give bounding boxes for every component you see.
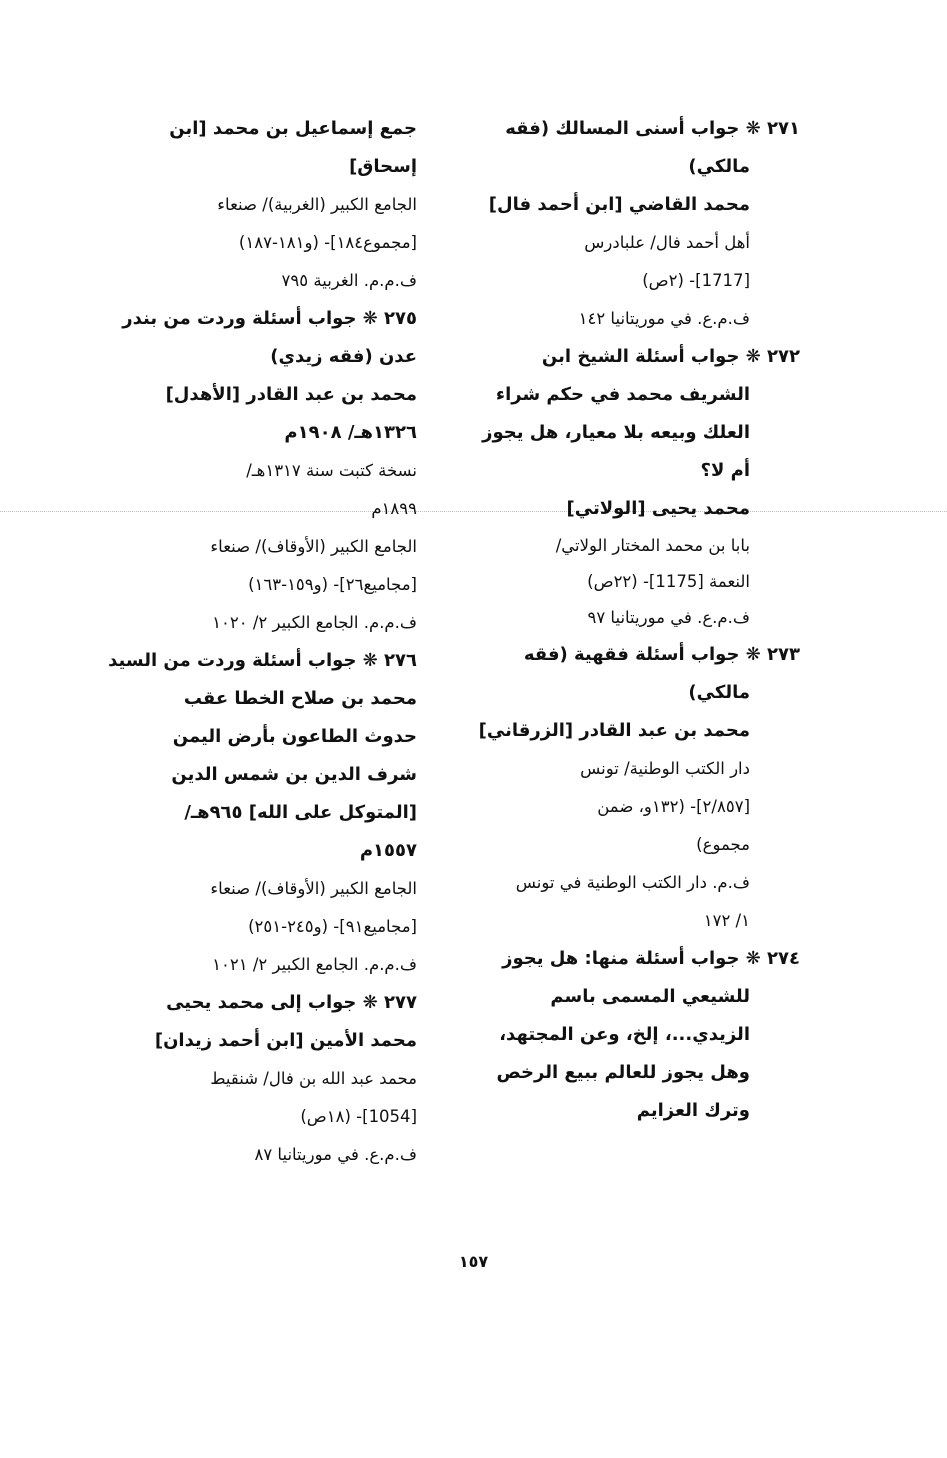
entry-line: [٢/٨٥٧]- (١٣٢و، ضمن	[597, 797, 750, 816]
entry-line: وترك العزايم	[636, 1100, 750, 1121]
entry-line: وهل يجوز للعالم ببيع الرخص	[496, 1062, 750, 1083]
entry-line: ٢٧٥ ❋ جواب أسئلة وردت من بندر	[122, 308, 417, 329]
entry-line: ٢٧٤ ❋ جواب أسئلة منها: هل يجوز	[502, 948, 800, 969]
entry-line: نسخة كتبت سنة ١٣١٧هـ/	[246, 461, 417, 480]
entry-line: ف.م. دار الكتب الوطنية في تونس	[515, 873, 750, 892]
entry-line: [مجموع١٨٤]- (و١٨١-١٨٧)	[238, 233, 417, 252]
entry-line: ١/ ١٧٢	[703, 911, 750, 930]
entry-line: محمد القاضي [ابن أحمد فال]	[488, 194, 750, 215]
entry-line: عدن (فقه زيدي)	[270, 346, 417, 367]
entry-line: محمد الأمين [ابن أحمد زيدان]	[154, 1030, 417, 1051]
entry-line: مالكي)	[688, 156, 750, 177]
entry-line: ف.م.ع. في موريتانيا ٨٧	[254, 1145, 417, 1164]
entry-line: محمد يحيى [الولاتي]	[566, 498, 750, 519]
entry-line: الجامع الكبير (الأوقاف)/ صنعاء	[210, 879, 417, 898]
entry-line: [1717]- (٢ص)	[642, 271, 750, 290]
entry-line: جمع إسماعيل بن محمد [ابن	[169, 118, 417, 139]
entry-line: [مجاميع٢٦]- (و١٥٩-١٦٣)	[248, 575, 417, 594]
entry-line: ف.م.م. الجامع الكبير ٢/ ١٠٢٠	[212, 613, 417, 632]
entry-line: ٢٧٢ ❋ جواب أسئلة الشيخ ابن	[541, 346, 800, 367]
entry-line: النعمة [1175]- (٢٢ص)	[587, 572, 750, 591]
entry-line: الشريف محمد في حكم شراء	[495, 384, 750, 405]
entry-line: ف.م.ع. في موريتانيا ٩٧	[587, 608, 750, 627]
entry-line: دار الكتب الوطنية/ تونس	[580, 759, 750, 778]
page-number: ١٥٧	[458, 1252, 489, 1271]
entry-line: ٢٧٦ ❋ جواب أسئلة وردت من السيد	[108, 650, 417, 671]
entry-line: ٢٧٧ ❋ جواب إلى محمد يحيى	[166, 992, 417, 1013]
entry-line: للشيعي المسمى باسم	[550, 986, 750, 1007]
entry-line: [المتوكل على الله] ٩٦٥هـ/	[184, 802, 417, 823]
entry-line: ١٨٩٩م	[371, 499, 417, 518]
entry-line: شرف الدين بن شمس الدين	[171, 764, 417, 785]
entry-line: الزيدي...، إلخ، وعن المجتهد،	[499, 1024, 750, 1045]
entry-line: ١٥٥٧م	[359, 840, 417, 861]
entry-line: [1054]- (١٨ص)	[300, 1107, 417, 1126]
entry-line: ف.م.م. الغربية ٧٩٥	[281, 271, 417, 290]
entry-line: بابا بن محمد المختار الولاتي/	[555, 536, 750, 555]
entry-line: مجموع)	[696, 835, 750, 854]
entry-line: ٢٧١ ❋ جواب أسنى المسالك (فقه	[505, 118, 800, 139]
entry-line: مالكي)	[688, 682, 750, 703]
entry-line: أهل أحمد فال/ علبادرس	[584, 233, 750, 252]
entry-line: إسحاق]	[349, 156, 417, 177]
entry-line: محمد بن عبد القادر [الأهدل]	[165, 384, 417, 405]
left-column	[82, 110, 417, 1174]
entry-line: ٢٧٣ ❋ جواب أسئلة فقهية (فقه	[523, 644, 800, 665]
entry-line: محمد بن عبد القادر [الزرقاني]	[478, 720, 750, 741]
entry-line: الجامع الكبير (الأوقاف)/ صنعاء	[210, 537, 417, 556]
entry-line: ف.م.م. الجامع الكبير ٢/ ١٠٢١	[212, 955, 417, 974]
entry-line: ف.م.ع. في موريتانيا ١٤٢	[578, 309, 750, 328]
right-column	[470, 110, 800, 1130]
entry-line: حدوث الطاعون بأرض اليمن	[172, 726, 417, 747]
entry-line: العلك وبيعه بلا معيار، هل يجوز	[482, 422, 750, 443]
entry-line: ١٣٢٦هـ/ ١٩٠٨م	[284, 422, 417, 443]
entry-line: محمد عبد الله بن فال/ شنقيط	[210, 1069, 417, 1088]
entry-line: محمد بن صلاح الخطا عقب	[183, 688, 417, 709]
entry-line: [مجاميع٩١]- (و٢٤٥-٢٥١)	[248, 917, 417, 936]
entry-line: أم لا؟	[700, 460, 750, 481]
entry-line: الجامع الكبير (الغربية)/ صنعاء	[217, 195, 417, 214]
